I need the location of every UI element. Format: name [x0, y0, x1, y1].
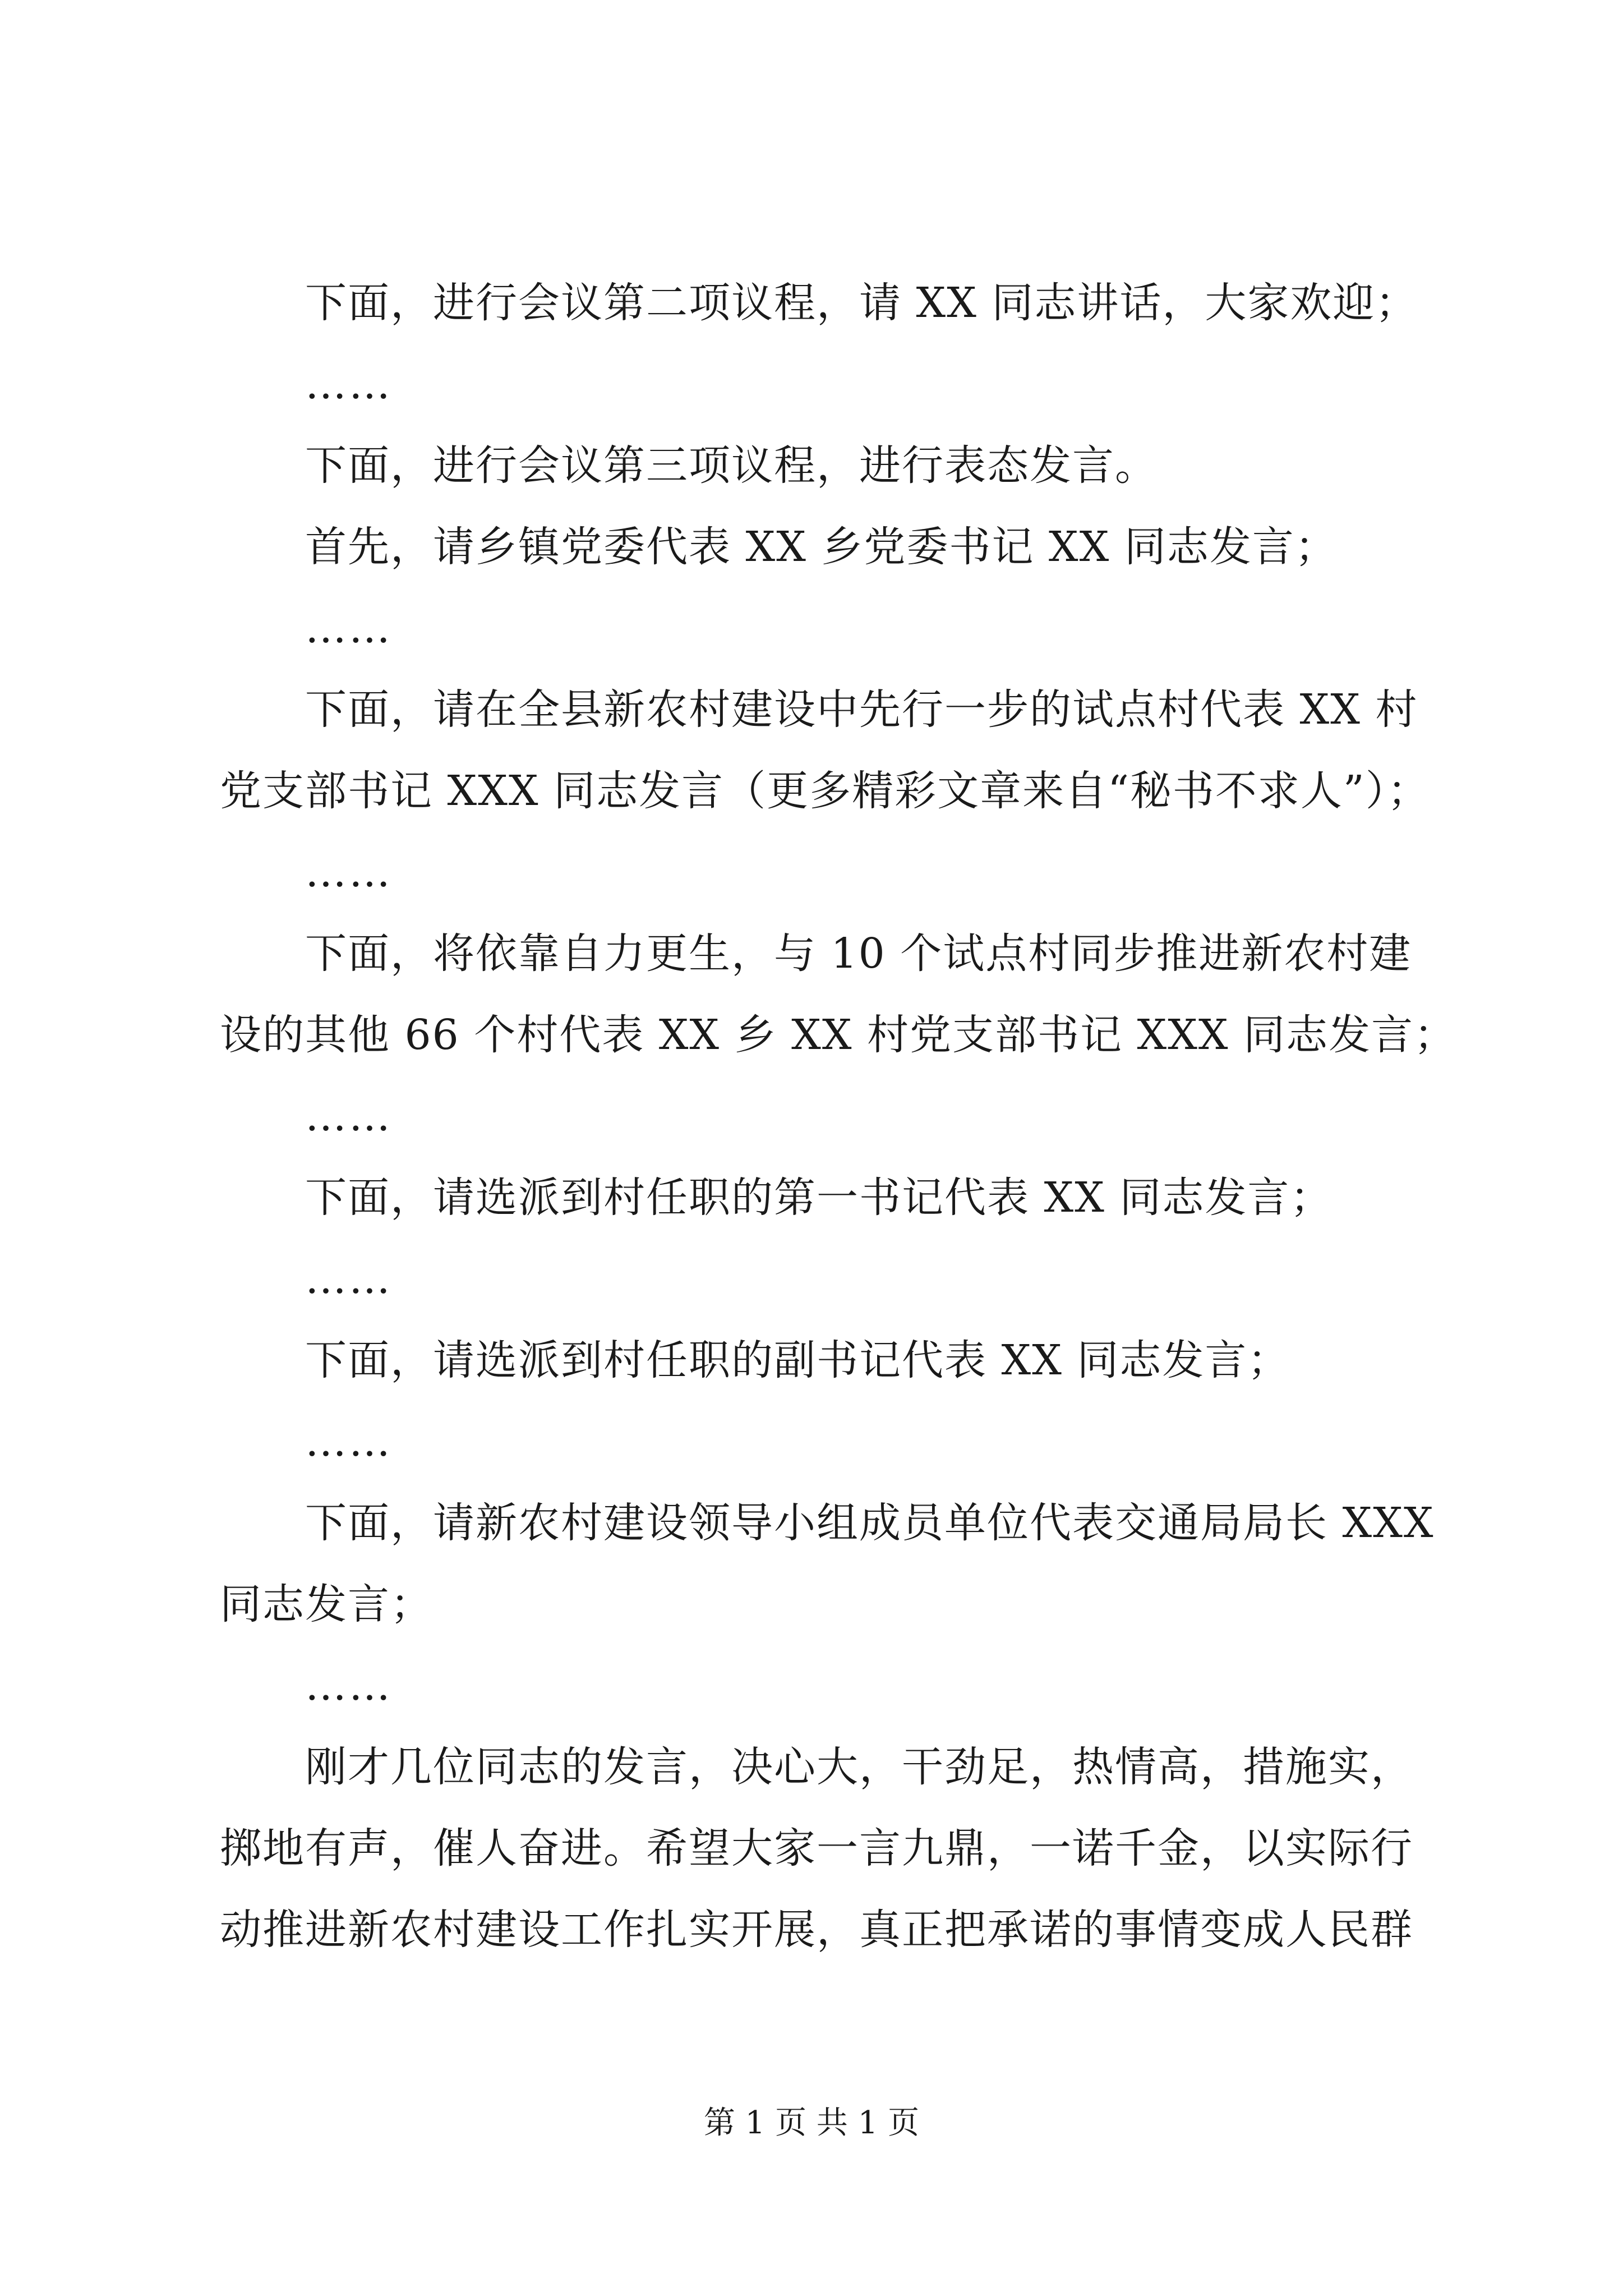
page-number-footer: 第 1 页 共 1 页	[703, 2105, 920, 2141]
paragraph-line: 设的其他 66 个村代表 XX 乡 XX 村党支部书记 XXX 同志发言；	[220, 1011, 1457, 1059]
paragraph-line: 首先，请乡镇党委代表 XX 乡党委书记 XX 同志发言；	[305, 523, 1338, 571]
paragraph-line: 下面，进行会议第三项议程，进行表态发言。	[305, 441, 1158, 490]
ellipsis-line: ……	[305, 604, 393, 652]
ellipsis-line: ……	[305, 1418, 393, 1466]
paragraph-line: 掷地有声，催人奋进。希望大家一言九鼎，一诺千金，以实际行	[220, 1824, 1413, 1872]
ellipsis-line: ……	[305, 1662, 393, 1710]
ellipsis-line: ……	[305, 848, 393, 896]
ellipsis-line: ……	[305, 360, 393, 408]
paragraph-line: 党支部书记 XXX 同志发言（更多精彩文章来自“秘书不求人”）；	[220, 767, 1430, 815]
document-body	[220, 263, 1457, 1971]
paragraph-line: 下面，请选派到村任职的副书记代表 XX 同志发言；	[305, 1336, 1290, 1384]
paragraph-line: 下面，请选派到村任职的第一书记代表 XX 同志发言；	[305, 1174, 1333, 1222]
ellipsis-line: ……	[305, 1092, 393, 1140]
paragraph-line: 动推进新农村建设工作扎实开展，真正把承诺的事情变成人民群	[220, 1906, 1413, 1954]
paragraph-line: 下面，请在全县新农村建设中先行一步的试点村代表 XX 村	[305, 685, 1418, 734]
paragraph-line: 下面，进行会议第二项议程，请 XX 同志讲话，大家欢迎；	[305, 279, 1418, 327]
paragraph-line: 下面，请新农村建设领导小组成员单位代表交通局局长 XXX	[305, 1499, 1435, 1547]
ellipsis-line: ……	[305, 1255, 393, 1303]
paragraph-line: 刚才几位同志的发言，决心大，干劲足，热情高，措施实，	[305, 1743, 1413, 1791]
paragraph-line: 同志发言；	[220, 1580, 433, 1628]
paragraph-line: 下面，将依靠自力更生，与 10 个试点村同步推进新农村建	[305, 930, 1412, 978]
